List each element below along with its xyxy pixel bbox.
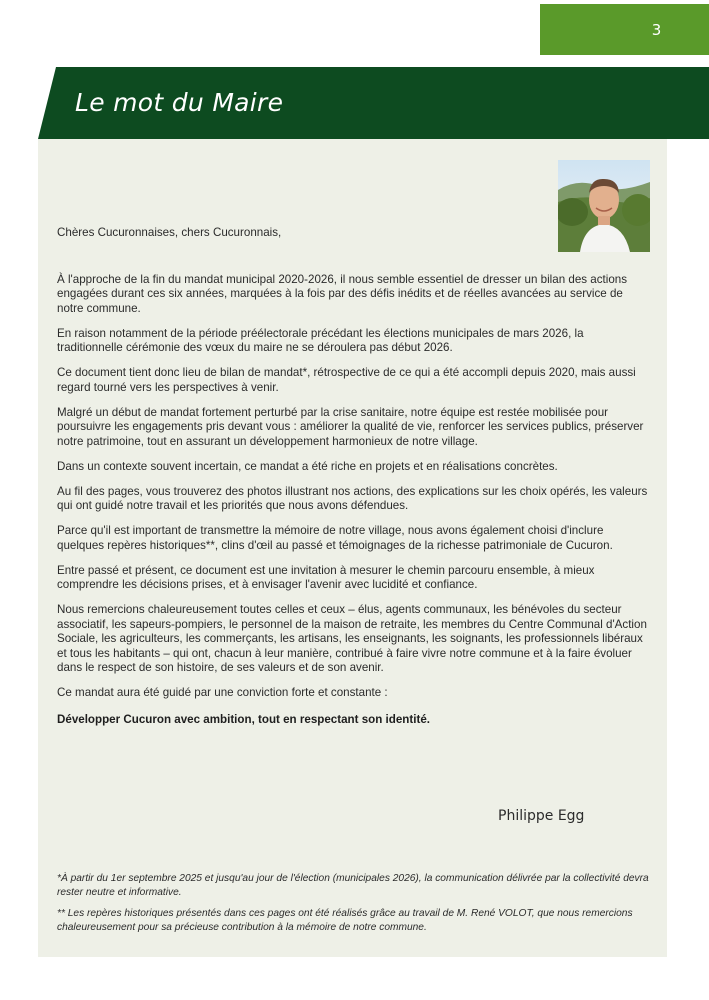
paragraph: Dans un contexte souvent incertain, ce mandat a été riche en projets et en réalisations concrètes. [57, 459, 558, 473]
conviction-statement: Développer Cucuron avec ambition, tout en respectant son identité. [57, 712, 430, 726]
page-number: 3 [651, 20, 662, 39]
paragraph: Nous remercions chaleureusement toutes celles et ceux – élus, agents communaux, les bénévoles du secteur associatif, les sapeurs-pompiers, le personnel de la maison de retraite, les membres du Centre Communal d'Action Sociale, les agriculteurs, les commerçants, les artisans, les enseignants, les soignants, les professionnels libéraux et tous les habitants – qui ont, chacun à leur manière, contribué à faire vivre notre commune et à la faire évoluer dans le respect de son histoire, de ses valeurs et de son avenir. [57, 603, 647, 674]
paragraph: Parce qu'il est important de transmettre la mémoire de notre village, nous avons également choisi d'inclure quelques repères historiques**, clins d'œil au passé et témoignages de la richesse patrimoniale de Cucuron. [57, 524, 613, 552]
page-title: Le mot du Maire [75, 88, 284, 117]
paragraph: Au fil des pages, vous trouverez des photos illustrant nos actions, des explications sur les choix opérés, les valeurs qui ont guidé notre travail et les priorités que nous avons défendues. [57, 484, 648, 512]
salutation: Chères Cucuronnaises, chers Cucuronnais, [57, 226, 282, 239]
paragraph: Ce mandat aura été guidé par une conviction forte et constante : [57, 686, 388, 699]
paragraph: Entre passé et présent, ce document est une invitation à mesurer le chemin parcouru ensemble, à mieux comprendre les décisions prises, et à envisager l'avenir avec lucidité et confiance. [57, 563, 595, 591]
signature: Philippe Egg [498, 808, 585, 824]
paragraph: Malgré un début de mandat fortement perturbé par la crise sanitaire, notre équipe est restée mobilisée pour poursuivre les engagements pris devant vous : améliorer la qualité de vie, renforcer les services publics, préserver notre patrimoine, tout en assurant un développement harmonieux de notre village. [57, 405, 644, 448]
paragraph: Ce document tient donc lieu de bilan de mandat*, rétrospective de ce qui a été accompli depuis 2020, mais aussi regard tourné vers les perspectives à venir. [57, 366, 636, 394]
footnotes [57, 872, 651, 942]
paragraph: En raison notamment de la période préélectorale précédant les élections municipales de mars 2026, la traditionnelle cérémonie des vœux du maire ne se déroulera pas début 2026. [57, 326, 584, 354]
page-number-tab [540, 4, 709, 55]
paragraph: À l'approche de la fin du mandat municipal 2020-2026, il nous semble essentiel de dresser un bilan des actions engagées durant ces six années, marquées à la fois par des défis inédits et de réelles avancées au service de notre commune. [57, 272, 628, 315]
letter-body [57, 226, 651, 738]
footnote: *À partir du 1er septembre 2025 et jusqu'au jour de l'élection (municipales 2026), la communication délivrée par la collectivité devra rester neutre et informative. [57, 873, 649, 898]
footnote: ** Les repères historiques présentés dans ces pages ont été réalisés grâce au travail de M. René VOLOT, que nous remercions chaleureusement pour sa précieuse contribution à la mémoire de notre commune. [57, 908, 633, 933]
